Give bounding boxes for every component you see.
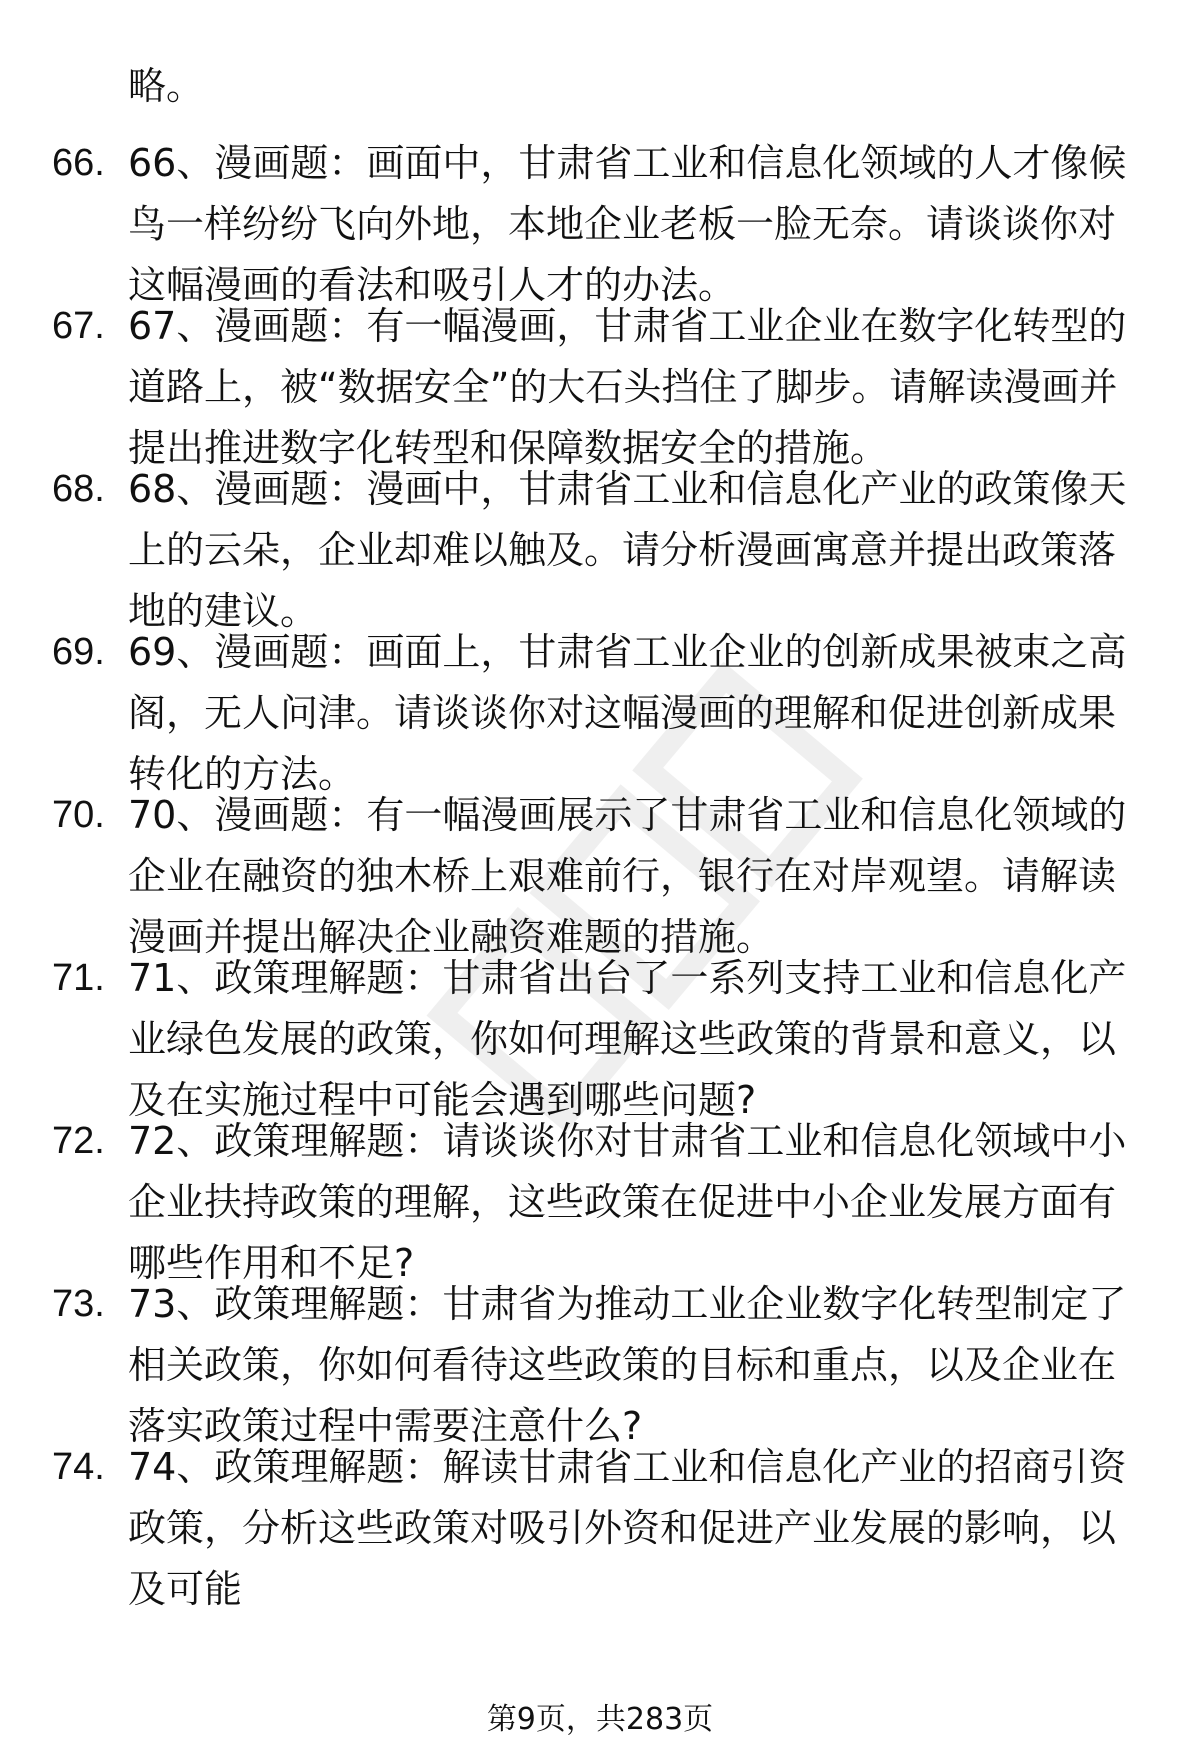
question-item-66	[52, 133, 1152, 316]
question-text: 70、漫画题：有一幅漫画展示了甘肃省工业和信息化领域的企业在融资的独木桥上艰难前行，银行在对岸观望。请解读漫画并提出解决企业融资难题的措施。	[128, 793, 1127, 959]
question-text: 74、政策理解题：解读甘肃省工业和信息化产业的招商引资政策，分析这些政策对吸引外资和促进产业发展的影响，以及可能	[128, 1445, 1127, 1611]
question-item-74	[52, 1437, 1152, 1620]
question-item-71	[52, 948, 1152, 1131]
question-item-68	[52, 459, 1152, 642]
question-number: 70.	[52, 794, 105, 836]
question-item-70	[52, 785, 1152, 968]
question-number: 69.	[52, 631, 105, 673]
question-number: 72.	[52, 1120, 105, 1162]
question-item-67	[52, 296, 1152, 479]
question-text: 69、漫画题：画面上，甘肃省工业企业的创新成果被束之高阁，无人问津。请谈谈你对这幅漫画的理解和促进创新成果转化的方法。	[128, 630, 1127, 796]
question-item-73	[52, 1274, 1152, 1457]
question-text: 71、政策理解题：甘肃省出台了一系列支持工业和信息化产业绿色发展的政策，你如何理解这些政策的背景和意义，以及在实施过程中可能会遇到哪些问题?	[128, 956, 1127, 1122]
page-footer: 第9页，共283页	[486, 1702, 714, 1737]
question-item-69	[52, 622, 1152, 805]
question-text: 73、政策理解题：甘肃省为推动工业企业数字化转型制定了相关政策，你如何看待这些政策的目标和重点，以及企业在落实政策过程中需要注意什么?	[128, 1282, 1127, 1448]
question-number: 71.	[52, 957, 105, 999]
question-number: 68.	[52, 468, 105, 510]
question-text: 67、漫画题：有一幅漫画，甘肃省工业企业在数字化转型的道路上，被“数据安全”的大石头挡住了脚步。请解读漫画并提出推进数字化转型和保障数据安全的措施。	[128, 304, 1127, 470]
question-number: 74.	[52, 1446, 105, 1488]
continuation-text: 略。	[128, 64, 205, 108]
question-number: 73.	[52, 1283, 105, 1325]
question-text: 66、漫画题：画面中，甘肃省工业和信息化领域的人才像候鸟一样纷纷飞向外地，本地企业老板一脸无奈。请谈谈你对这幅漫画的看法和吸引人才的办法。	[128, 141, 1127, 307]
question-text: 72、政策理解题：请谈谈你对甘肃省工业和信息化领域中小企业扶持政策的理解，这些政策在促进中小企业发展方面有哪些作用和不足?	[128, 1119, 1127, 1285]
question-number: 67.	[52, 305, 105, 347]
question-text: 68、漫画题：漫画中，甘肃省工业和信息化产业的政策像天上的云朵，企业却难以触及。请分析漫画寓意并提出政策落地的建议。	[128, 467, 1127, 633]
question-number: 66.	[52, 142, 105, 184]
question-item-72	[52, 1111, 1152, 1294]
